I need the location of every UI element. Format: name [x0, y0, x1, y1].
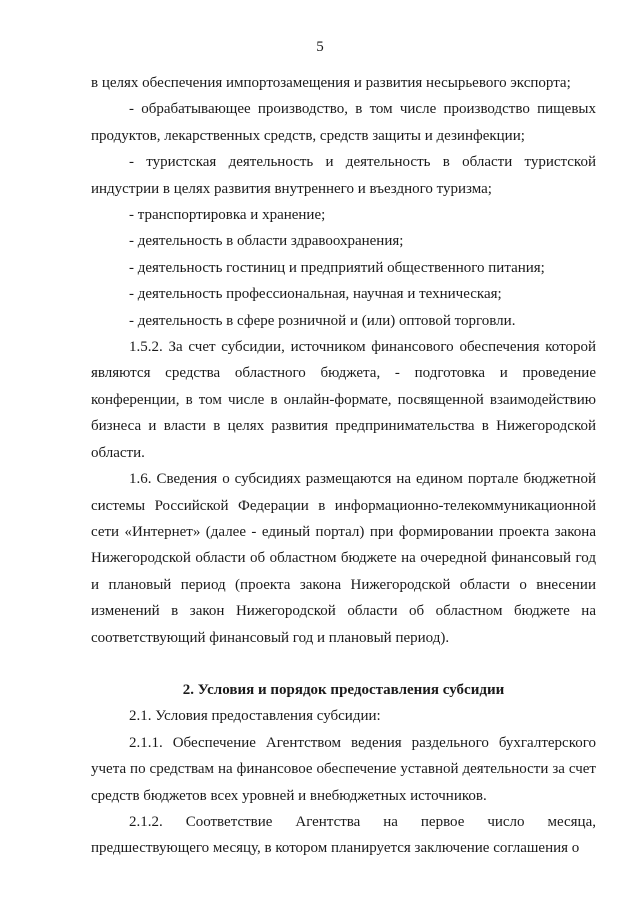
- paragraph: - деятельность в области здравоохранения;: [129, 233, 404, 250]
- paragraph: 1.5.2. За счет субсидии, источником финансового обеспечения которой являются средства областного бюджета, - подготовка и проведение конференции, в том числе в онлайн-формате, посвященной взаимодействию бизнеса и власти в целях развития предпринимательства в Нижегородской области.: [91, 339, 596, 461]
- paragraph: 2.1.1. Обеспечение Агентством ведения раздельного бухгалтерского учета по средствам на финансовое обеспечение уставной деятельности за счет средств бюджетов всех уровней и внебюджетных источников.: [91, 734, 596, 804]
- paragraph: 1.6. Сведения о субсидиях размещаются на едином портале бюджетной системы Российской Федерации в информационно-телекоммуникационной сети «Интернет» (далее - единый портал) при формировании проекта закона Нижегородской области об областном бюджете на очередной финансовый год и плановый период (проекта закона Нижегородской области о внесении изменений в закон Нижегородской области об областном бюджете на соответствующий финансовый год и плановый период).: [91, 471, 596, 646]
- page-number: 5: [316, 39, 324, 55]
- paragraph: - деятельность профессиональная, научная и техническая;: [129, 286, 502, 303]
- paragraph: - транспортировка и хранение;: [129, 207, 326, 224]
- section-heading: 2. Условия и порядок предоставления субсидии: [182, 681, 505, 698]
- paragraph: - обрабатывающее производство, в том числе производство пищевых продуктов, лекарственных средств, средств защиты и дезинфекции;: [91, 101, 596, 144]
- paragraph: - туристская деятельность и деятельность в области туристской индустрии в целях развития внутреннего и въездного туризма;: [91, 154, 596, 197]
- paragraph: - деятельность гостиниц и предприятий общественного питания;: [129, 259, 545, 276]
- paragraph: - деятельность в сфере розничной и (или) оптовой торговли.: [129, 312, 516, 329]
- paragraph: в целях обеспечения импортозамещения и развития несырьевого экспорта;: [91, 75, 571, 91]
- document-body: [91, 70, 596, 862]
- paragraph: 2.1. Условия предоставления субсидии:: [129, 708, 381, 725]
- paragraph: 2.1.2. Соответствие Агентства на первое число месяца, предшествующего месяцу, в котором планируется заключение соглашения о: [91, 813, 596, 857]
